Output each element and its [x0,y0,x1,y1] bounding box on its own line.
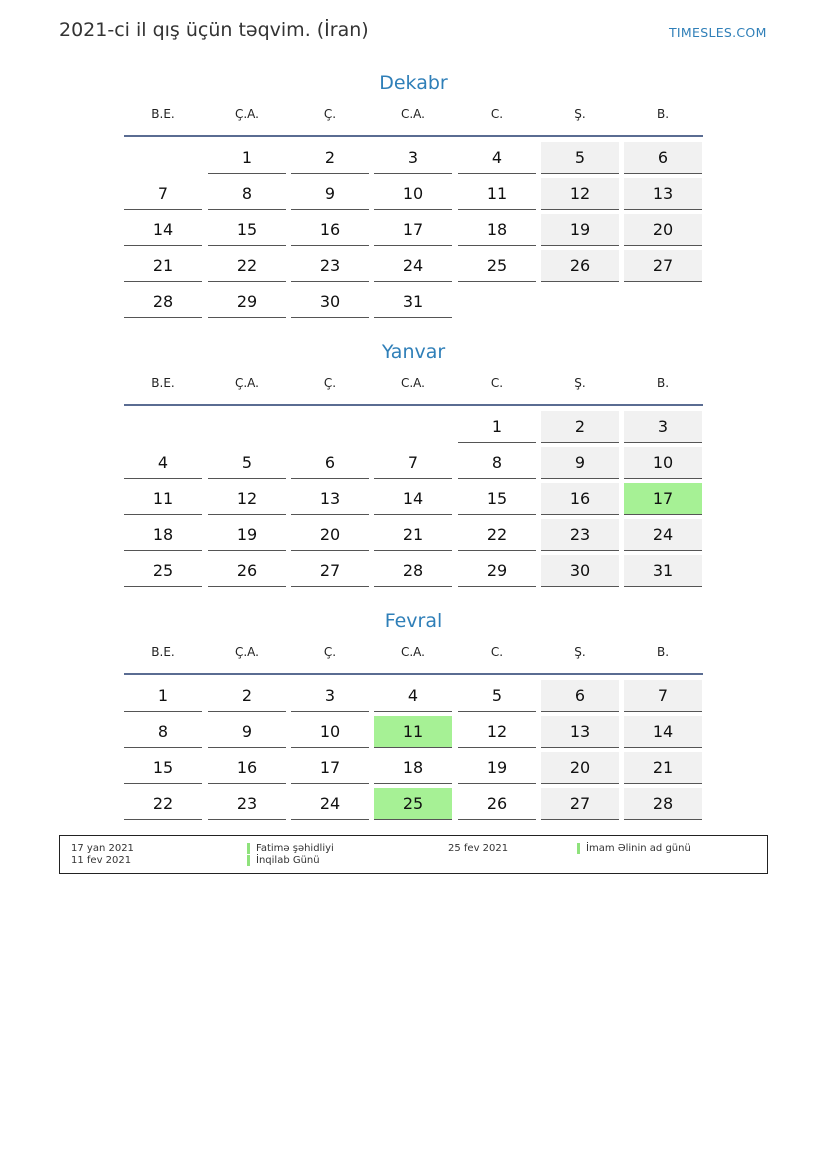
day-cell[interactable]: 17 [374,214,452,246]
weekday-header [124,375,703,395]
day-cell[interactable]: 19 [458,752,536,784]
weekday-label: B.E. [151,107,175,121]
day-cell[interactable]: 8 [124,716,202,748]
day-cell[interactable]: 6 [291,447,369,479]
day-cell[interactable]: 15 [124,752,202,784]
weekday-label: B. [656,107,670,121]
day-cell[interactable]: 30 [291,286,369,318]
day-cell[interactable]: 8 [458,447,536,479]
weekday-label: C. [490,645,504,659]
holiday-marker-icon [247,843,250,854]
day-cell[interactable]: 24 [624,519,702,551]
day-cell[interactable]: 14 [124,214,202,246]
day-cell[interactable]: 18 [124,519,202,551]
day-cell[interactable]: 4 [458,142,536,174]
day-cell[interactable]: 7 [624,680,702,712]
day-cell[interactable]: 1 [124,680,202,712]
legend-date: 17 yan 2021 [71,843,134,854]
holiday-marker-icon [247,855,250,866]
day-cell[interactable]: 1 [458,411,536,443]
holiday-legend [59,835,768,874]
day-cell[interactable]: 13 [291,483,369,515]
day-cell[interactable]: 25 [458,250,536,282]
day-cell-holiday[interactable]: 11 [374,716,452,748]
day-cell[interactable]: 12 [458,716,536,748]
day-cell[interactable]: 13 [541,716,619,748]
day-cell[interactable]: 20 [291,519,369,551]
day-cell[interactable]: 21 [624,752,702,784]
weekday-label: C.A. [400,107,425,121]
day-cell[interactable]: 25 [124,555,202,587]
day-cell[interactable]: 14 [624,716,702,748]
day-cell[interactable]: 2 [291,142,369,174]
weekday-label: C. [490,107,504,121]
weekday-label: C.A. [400,376,425,390]
day-cell[interactable]: 13 [624,178,702,210]
weekday-label: C. [490,376,504,390]
weekday-label: B. [656,645,670,659]
weekday-label: Ş. [574,107,586,121]
weekday-label: C.A. [400,645,425,659]
day-cell[interactable]: 16 [208,752,286,784]
weekday-label: B. [656,376,670,390]
day-cell[interactable]: 17 [291,752,369,784]
weekday-label: Ç.A. [234,107,259,121]
day-cell[interactable]: 12 [541,178,619,210]
day-cell[interactable]: 23 [541,519,619,551]
day-cell[interactable]: 6 [624,142,702,174]
day-cell[interactable]: 11 [458,178,536,210]
day-cell[interactable]: 26 [541,250,619,282]
day-cell[interactable]: 10 [291,716,369,748]
day-cell[interactable]: 27 [541,788,619,820]
day-cell[interactable]: 15 [208,214,286,246]
day-cell[interactable]: 20 [624,214,702,246]
day-cell[interactable]: 10 [624,447,702,479]
day-cell[interactable]: 28 [374,555,452,587]
day-cell[interactable]: 16 [291,214,369,246]
holiday-marker-icon [577,843,580,854]
weekday-label: Ç.A. [234,645,259,659]
day-cell-holiday[interactable]: 17 [624,483,702,515]
day-cell[interactable]: 22 [124,788,202,820]
day-cell[interactable]: 26 [458,788,536,820]
day-cell[interactable]: 31 [374,286,452,318]
header-divider [124,135,703,137]
day-cell[interactable]: 31 [624,555,702,587]
day-cell[interactable]: 27 [624,250,702,282]
day-cell[interactable]: 19 [208,519,286,551]
day-cell[interactable]: 22 [208,250,286,282]
day-cell[interactable]: 14 [374,483,452,515]
day-cell[interactable]: 22 [458,519,536,551]
weekday-label: Ç. [323,376,337,390]
legend-date: 11 fev 2021 [71,855,132,866]
day-cell[interactable]: 23 [208,788,286,820]
day-cell[interactable]: 1 [208,142,286,174]
header-divider [124,673,703,675]
weekday-header [124,644,703,664]
month-title: Yanvar [381,341,446,363]
weekday-header [124,106,703,126]
day-cell[interactable]: 12 [208,483,286,515]
legend-holiday-name: Fatimə şəhidliyi [256,843,334,854]
weekday-label: Ç. [323,107,337,121]
day-cell[interactable]: 8 [208,178,286,210]
day-cell[interactable]: 26 [208,555,286,587]
weekday-label: Ş. [574,645,586,659]
day-cell[interactable]: 28 [624,788,702,820]
day-cell[interactable]: 27 [291,555,369,587]
day-cell[interactable]: 2 [208,680,286,712]
day-cell[interactable]: 3 [624,411,702,443]
day-cell[interactable]: 7 [124,178,202,210]
day-cell[interactable]: 15 [458,483,536,515]
day-cell[interactable]: 23 [291,250,369,282]
day-cell[interactable]: 7 [374,447,452,479]
day-cell[interactable]: 9 [291,178,369,210]
day-cell[interactable]: 19 [541,214,619,246]
day-cell[interactable]: 18 [458,214,536,246]
weekday-label: Ç.A. [234,376,259,390]
day-cell[interactable]: 24 [374,250,452,282]
day-cell[interactable]: 5 [458,680,536,712]
legend-date: 25 fev 2021 [448,843,509,854]
day-cell[interactable]: 20 [541,752,619,784]
weekday-label: Ş. [574,376,586,390]
brand-link[interactable]: TIMESLES.COM [669,25,767,40]
day-cell[interactable]: 16 [541,483,619,515]
day-cell[interactable]: 4 [374,680,452,712]
day-cell[interactable]: 2 [541,411,619,443]
day-cell[interactable]: 29 [458,555,536,587]
day-cell[interactable]: 9 [208,716,286,748]
month-title: Dekabr [379,72,448,94]
day-cell[interactable]: 21 [124,250,202,282]
weekday-label: B.E. [151,376,175,390]
day-cell[interactable]: 18 [374,752,452,784]
page-title: 2021-ci il qış üçün təqvim. (İran) [59,19,369,41]
day-cell[interactable]: 6 [541,680,619,712]
day-cell[interactable]: 3 [291,680,369,712]
day-cell[interactable]: 10 [374,178,452,210]
day-cell[interactable]: 9 [541,447,619,479]
header-divider [124,404,703,406]
day-cell[interactable]: 21 [374,519,452,551]
day-cell[interactable]: 11 [124,483,202,515]
day-cell[interactable]: 30 [541,555,619,587]
day-cell[interactable]: 3 [374,142,452,174]
day-cell-holiday[interactable]: 25 [374,788,452,820]
legend-holiday-name: İnqilab Günü [256,855,320,866]
day-cell[interactable]: 29 [208,286,286,318]
day-cell[interactable]: 5 [541,142,619,174]
month-title: Fevral [384,610,443,632]
weekday-label: Ç. [323,645,337,659]
day-cell[interactable]: 28 [124,286,202,318]
legend-holiday-name: İmam Əlinin ad günü [586,843,691,854]
day-cell[interactable]: 5 [208,447,286,479]
day-cell[interactable]: 24 [291,788,369,820]
day-cell[interactable]: 4 [124,447,202,479]
weekday-label: B.E. [151,645,175,659]
